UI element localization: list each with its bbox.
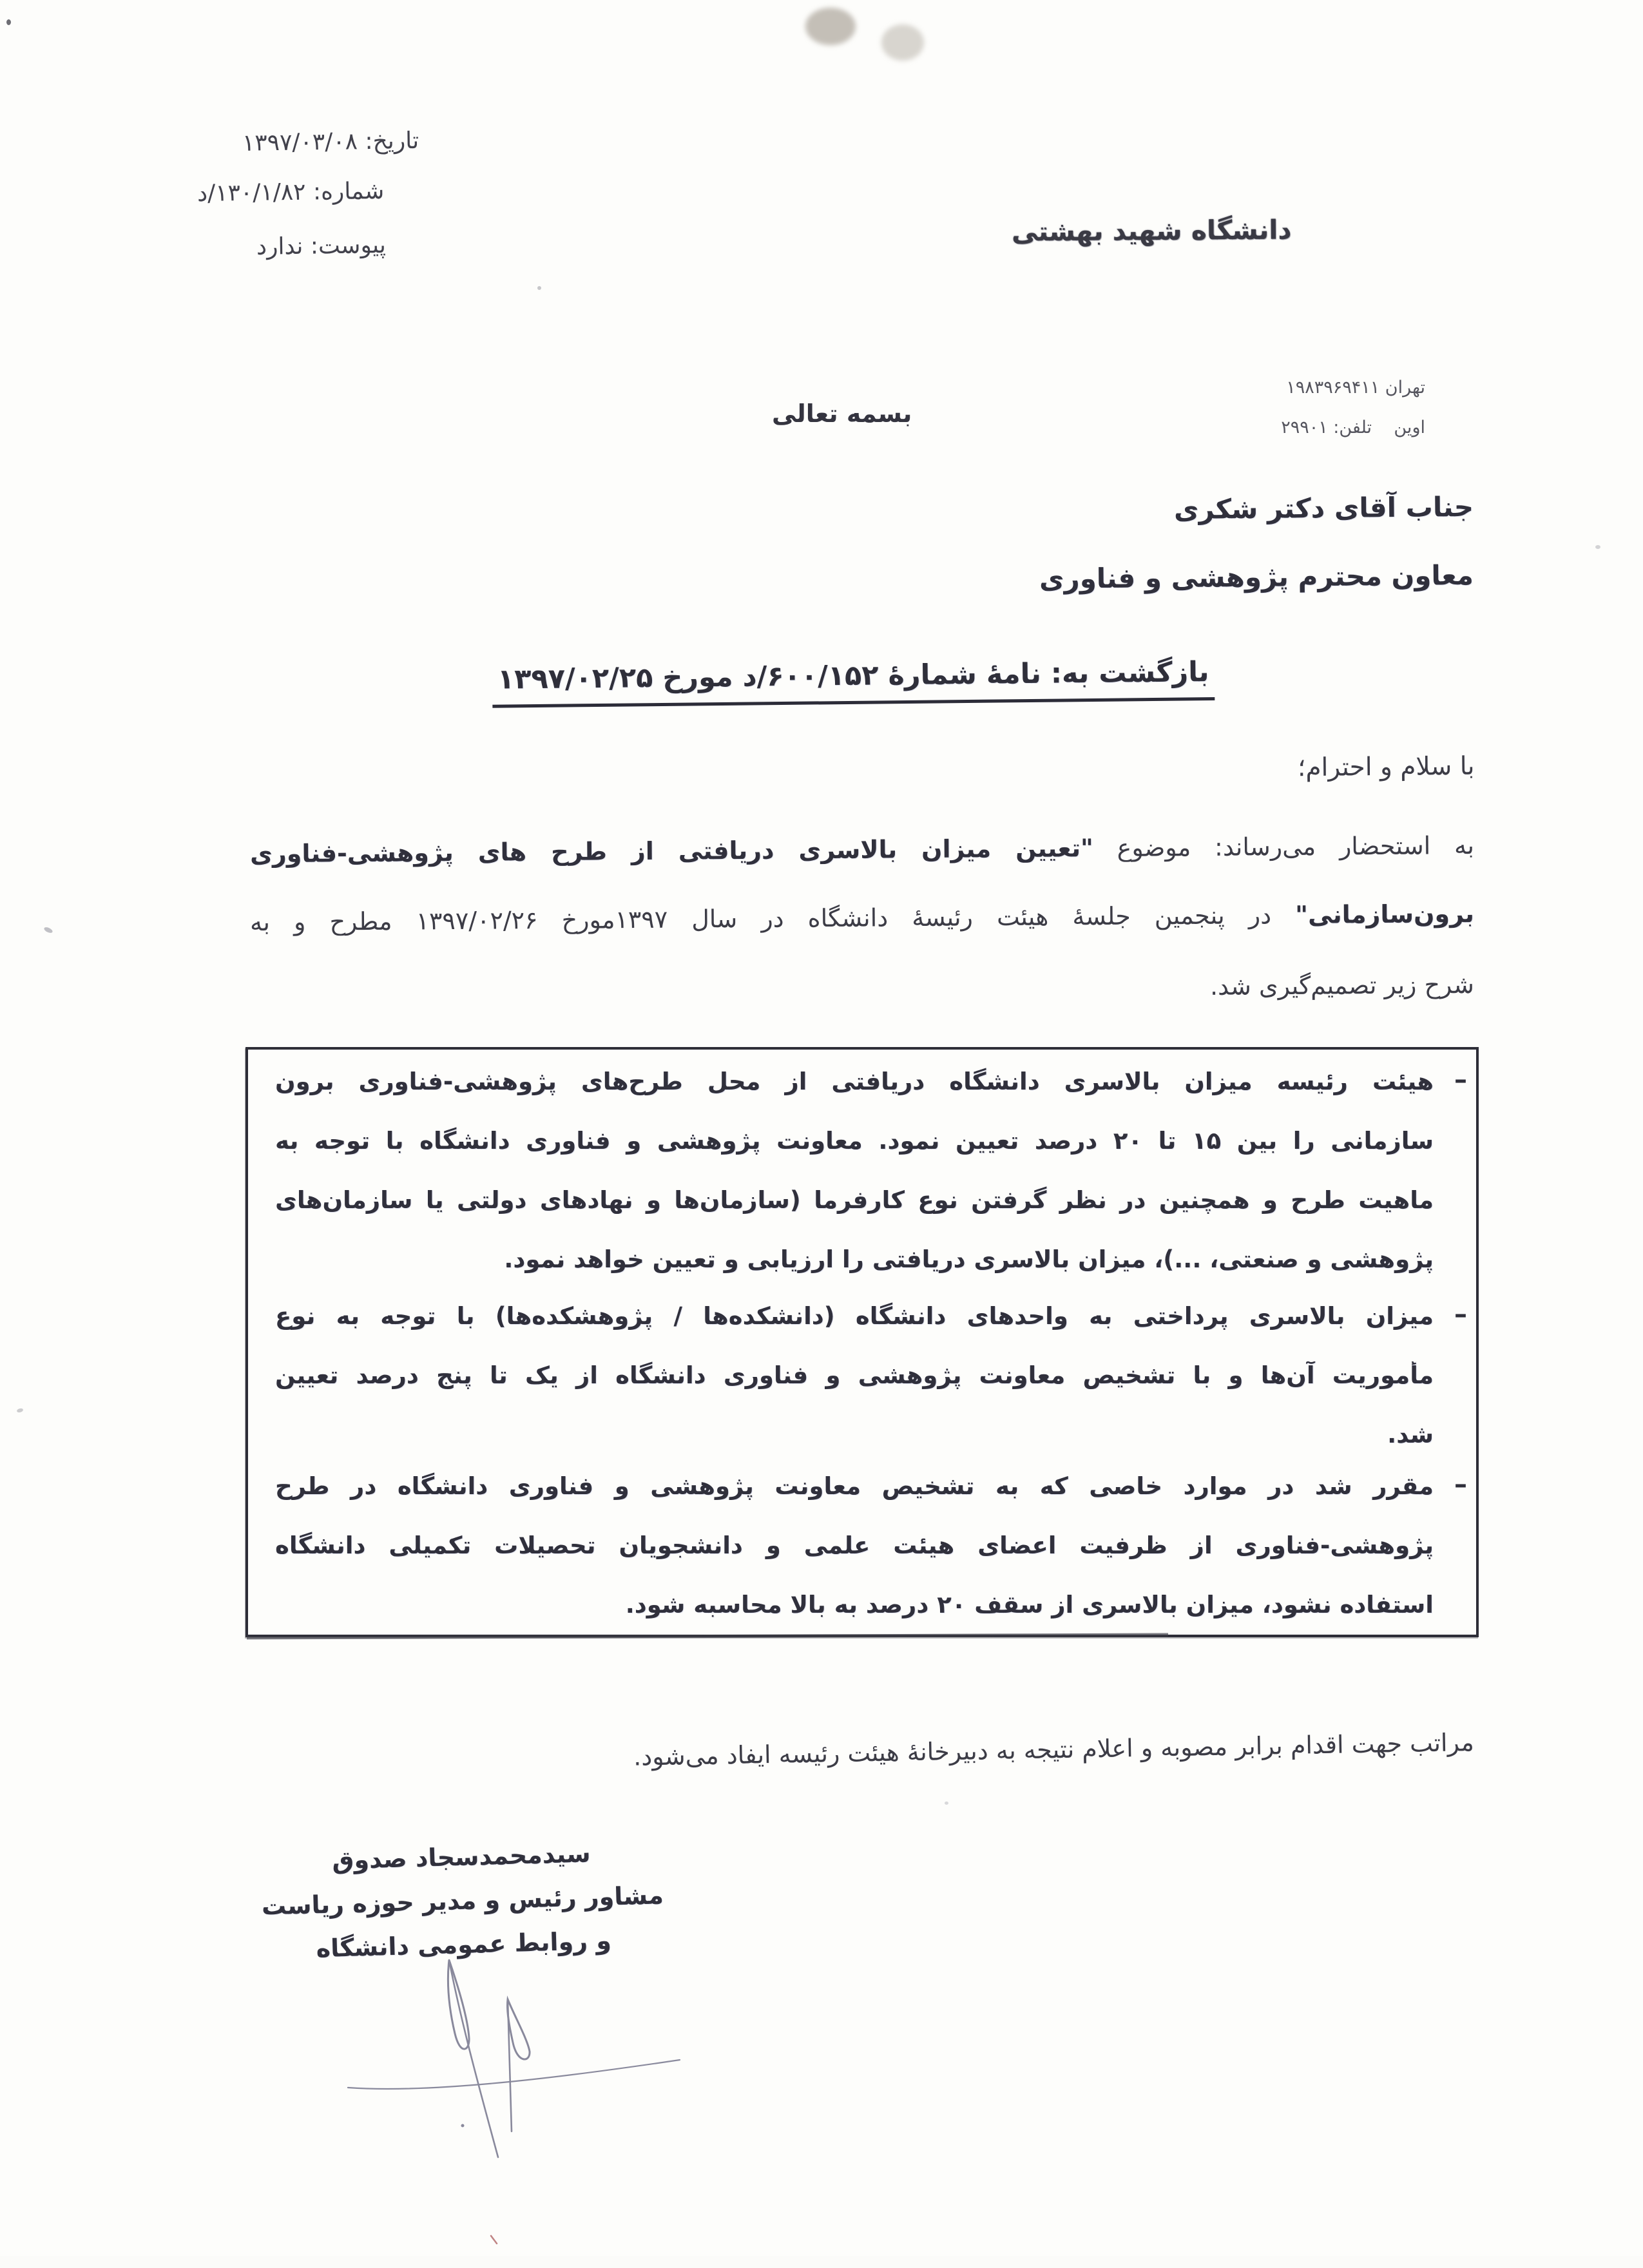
bullet-dash: – xyxy=(1454,1470,1467,1499)
scan-speck xyxy=(43,926,53,934)
letter-date: تاریخ: ۱۳۹۷/۰۳/۰۸ xyxy=(242,128,419,157)
signer-title2: و روابط عمومی دانشگاه xyxy=(316,1926,612,1963)
body-text: در پنجمین جلسهٔ هیئت رئیسهٔ دانشگاه در سال ۱۳۹۷مورخ ۱۳۹۷/۰۲/۲۶ مطرح و به xyxy=(249,900,1296,937)
letter-attachment: پیوست: ندارد xyxy=(256,232,387,260)
box-line: پژوهشی و صنعتی، ...)، میزان بالاسری دریافتی را ارزیابی و تعیین خواهد نمود. xyxy=(504,1245,1434,1273)
signer-title1: مشاور رئیس و مدیر حوزه ریاست xyxy=(261,1881,664,1921)
signature-scribble xyxy=(322,1933,773,2268)
scan-speck xyxy=(537,286,541,290)
bullet-dash: – xyxy=(1454,1065,1467,1095)
scan-speck xyxy=(16,1408,23,1413)
body-text: به استحضار می‌رساند: موضوع xyxy=(1093,831,1475,863)
box-line: ماهیت طرح و همچنین در نظر گرفتن نوع کارفرما (سازمان‌ها و نهادهای دولتی یا سازمان‌های xyxy=(275,1186,1434,1214)
scan-smudge xyxy=(805,8,856,45)
letter-number: شماره: ۱۳۰/۱/۸۲/د xyxy=(197,178,385,207)
body-paragraph-line: شرح زیر تصمیم‌گیری شد. xyxy=(1209,970,1475,1001)
box-line: استفاده نشود، میزان بالاسری از سقف ۲۰ درصد به بالا محاسبه شود. xyxy=(625,1591,1434,1619)
body-paragraph-line xyxy=(250,899,1474,936)
letterhead-address-line1: تهران ۱۹۸۳۹۶۹۴۱۱ xyxy=(1286,378,1425,398)
box-line: میزان بالاسری پرداختی به واحدهای دانشگاه (دانشکده‌ها / پژوهشکده‌ها) با توجه به نوع xyxy=(275,1302,1434,1330)
body-paragraph-line xyxy=(250,831,1474,868)
box-line: مقرر شد در موارد خاصی که به تشخیص معاونت پژوهشی و فناوری دانشگاه در طرح xyxy=(275,1472,1434,1500)
reference-line: بازگشت به: نامهٔ شمارهٔ ۶۰۰/۱۵۲/د مورخ ۱۳۹۷/۰۲/۲۵ xyxy=(492,656,1215,708)
university-name: دانشگاه شهید بهشتی xyxy=(1011,214,1292,247)
closing-line: مراتب جهت اقدام برابر مصوبه و اعلام نتیجه به دبیرخانهٔ هیئت رئیسه ایفاد می‌شود. xyxy=(633,1728,1475,1771)
box-line: هیئت رئیسه میزان بالاسری دانشگاه دریافتی از محل طرح‌های پژوهشی-فناوری برون xyxy=(275,1068,1434,1095)
box-line: سازمانی را بین ۱۵ تا ۲۰ درصد تعیین نمود. معاونت پژوهشی و فناوری دانشگاه با توجه به xyxy=(275,1127,1434,1155)
salutation: با سلام و احترام؛ xyxy=(1297,751,1475,783)
letterhead-address-line2: اوین تلفن: ۲۹۹۰۱ xyxy=(1281,418,1425,437)
recipient-name: جناب آقای دکتر شکری xyxy=(1173,491,1474,526)
bullet-dash: – xyxy=(1454,1300,1467,1329)
subject-bold-text: "تعیین میزان بالاسری دریافتی از طرح های پژوهشی-فناوری xyxy=(249,834,1094,869)
signer-name: سیدمحمدسجاد صدوق xyxy=(331,1839,591,1875)
subject-bold-text: برون‌سازمانی" xyxy=(1295,899,1475,929)
letter-meta-block xyxy=(0,0,1,1)
box-line: مأموریت آن‌ها و با تشخیص معاونت پژوهشی و فناوری دانشگاه از یک تا پنج درصد تعیین xyxy=(275,1361,1434,1389)
scan-smudge xyxy=(881,24,924,61)
besmellah-text: بسمه تعالی xyxy=(772,399,912,428)
scan-speck xyxy=(6,19,11,25)
box-line: پژوهشی-فناوری از ظرفیت اعضای هیئت علمی و دانشجویان تحصیلات تکمیلی دانشگاه xyxy=(275,1532,1434,1559)
scan-speck xyxy=(945,1802,948,1805)
recipient-title: معاون محترم پژوهشی و فناوری xyxy=(1039,559,1474,595)
decision-box xyxy=(245,1047,1479,1637)
box-line: شد. xyxy=(1387,1421,1434,1448)
scan-speck xyxy=(1595,545,1600,549)
